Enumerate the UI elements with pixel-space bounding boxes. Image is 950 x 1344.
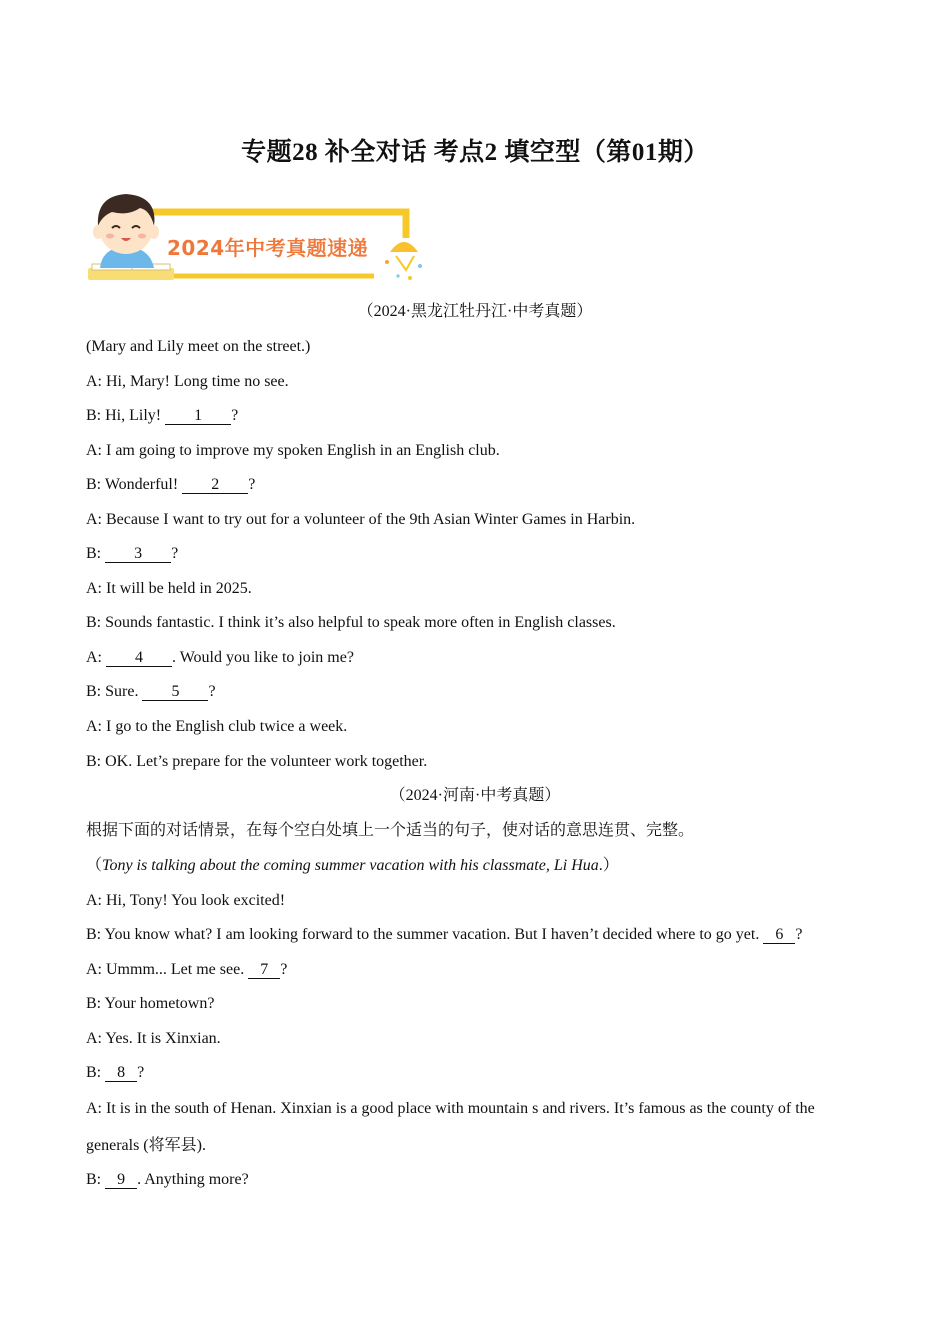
dialogue-line: A: Ummm... Let me see. 7 ? bbox=[86, 961, 288, 978]
instruction-text: 根据下面的对话情景，在每个空白处填上一个适当的句子，使对话的意思连贯、完整。 bbox=[86, 822, 695, 839]
dialogue-line: A: Yes. It is Xinxian. bbox=[86, 1030, 221, 1047]
dialogue-line: A: It is in the south of Henan. Xinxian is a good place with mountain s and rivers. It’s famous as the county of the generals (将军县). bbox=[86, 1100, 815, 1154]
answer-blank-9[interactable]: 9 bbox=[105, 1171, 137, 1189]
dialogue-line: A: It will be held in 2025. bbox=[86, 580, 252, 597]
page-title: 专题28 补全对话 考点2 填空型（第01期） bbox=[241, 139, 709, 166]
dialogue-line: A: I go to the English club twice a week. bbox=[86, 718, 348, 735]
source-label-2: （2024·河南·中考真题） bbox=[389, 787, 561, 804]
dialogue-line: B: Sounds fantastic. I think it’s also helpful to speak more often in English classes. bbox=[86, 614, 616, 631]
dialogue-line: A: Hi, Mary! Long time no see. bbox=[86, 373, 289, 390]
dialogue-line: B: 3 ? bbox=[86, 545, 179, 562]
answer-blank-8[interactable]: 8 bbox=[105, 1064, 137, 1082]
dialogue-line: B: Sure. 5 ? bbox=[86, 683, 216, 700]
dialogue-line: B: You know what? I am looking forward to the summer vacation. But I haven’t decided where to go yet. 6 ? bbox=[86, 926, 803, 943]
dialogue-line: B: Hi, Lily! 1 ? bbox=[86, 407, 239, 424]
answer-blank-5[interactable]: 5 bbox=[142, 683, 208, 701]
answer-blank-6[interactable]: 6 bbox=[763, 926, 795, 944]
dialogue-line: B: 9 . Anything more? bbox=[86, 1171, 249, 1188]
answer-blank-2[interactable]: 2 bbox=[182, 476, 248, 494]
dialogue-line: B: Your hometown? bbox=[86, 995, 215, 1012]
answer-blank-1[interactable]: 1 bbox=[165, 407, 231, 425]
dialogue-line: A: Because I want to try out for a volunteer of the 9th Asian Winter Games in Harbin. bbox=[86, 511, 636, 528]
dialogue-line: A: I am going to improve my spoken English in an English club. bbox=[86, 442, 500, 459]
dialogue-line: A: Hi, Tony! You look excited! bbox=[86, 892, 286, 909]
dialogue-line: B: Wonderful! 2 ? bbox=[86, 476, 256, 493]
section-banner bbox=[84, 190, 429, 290]
answer-blank-3[interactable]: 3 bbox=[105, 545, 171, 563]
banner-title: 2024年中考真题速递 bbox=[167, 236, 369, 260]
lamp-icon bbox=[390, 242, 418, 252]
dialogue-line: B: 8 ? bbox=[86, 1064, 145, 1081]
answer-blank-4[interactable]: 4 bbox=[106, 649, 172, 667]
source-label-1: （2024·黑龙江牡丹江·中考真题） bbox=[357, 303, 593, 320]
dialogue-line: B: OK. Let’s prepare for the volunteer work together. bbox=[86, 753, 428, 770]
scene-text-1: (Mary and Lily meet on the street.) bbox=[86, 338, 311, 355]
answer-blank-7[interactable]: 7 bbox=[248, 961, 280, 979]
dialogue-line: A: 4 . Would you like to join me? bbox=[86, 649, 354, 666]
scene-text-2: （Tony is talking about the coming summer vacation with his classmate, Li Hua.） bbox=[86, 857, 619, 874]
